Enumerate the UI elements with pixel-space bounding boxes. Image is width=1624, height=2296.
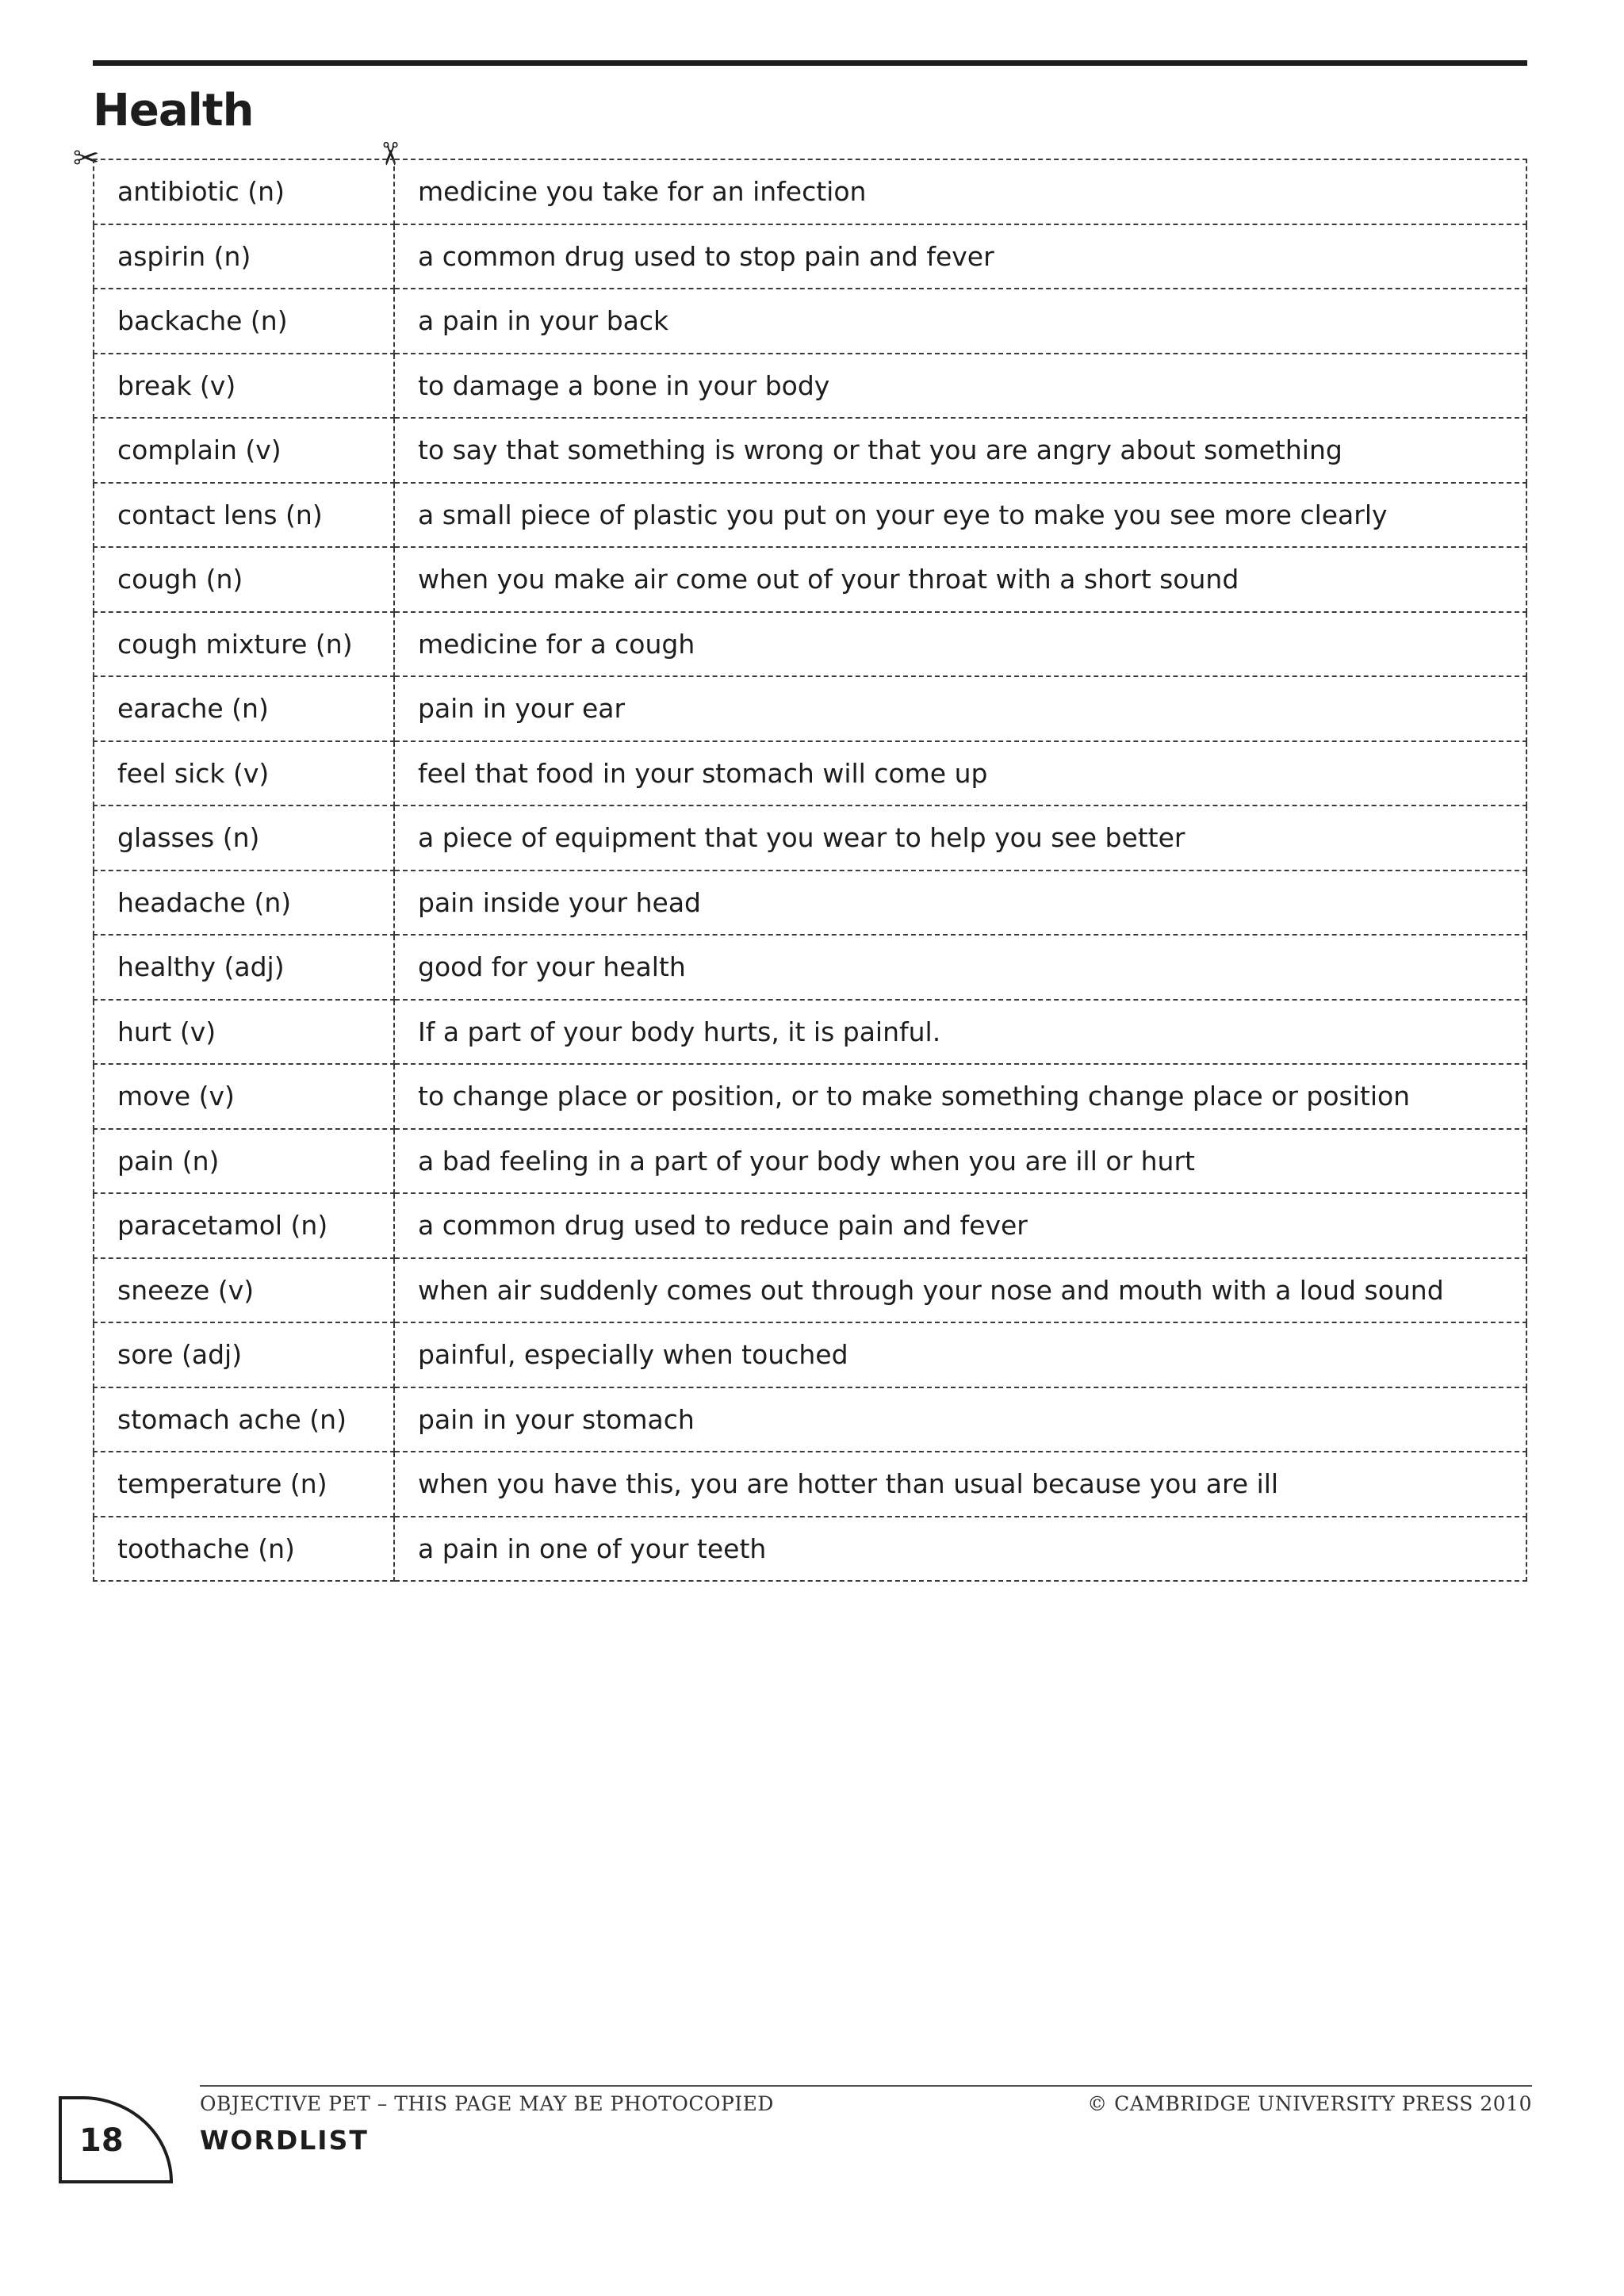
definition-cell: pain inside your head (394, 871, 1526, 936)
page-number: 18 (79, 2122, 124, 2159)
word-cell: glasses (n) (94, 806, 394, 871)
footer-copyright-notice: OBJECTIVE PET – THIS PAGE MAY BE PHOTOCOPIED (200, 2092, 774, 2115)
definition-cell: a pain in your back (394, 289, 1526, 354)
word-cell: break (v) (94, 354, 394, 419)
word-cell: aspirin (n) (94, 224, 394, 289)
table-row (94, 1322, 1526, 1387)
table-row (94, 1129, 1526, 1194)
table-row (94, 1452, 1526, 1517)
definition-cell: feel that food in your stomach will come up (394, 741, 1526, 806)
table-row (94, 1064, 1526, 1129)
scissors-icon: ✂ (370, 140, 408, 167)
table-row (94, 676, 1526, 741)
definition-cell: to change place or position, or to make something change place or position (394, 1064, 1526, 1129)
definition-cell: pain in your ear (394, 676, 1526, 741)
word-cell: hurt (v) (94, 1000, 394, 1065)
table-row (94, 871, 1526, 936)
word-cell: cough mixture (n) (94, 612, 394, 677)
table-row (94, 741, 1526, 806)
word-cell: headache (n) (94, 871, 394, 936)
definition-cell: to damage a bone in your body (394, 354, 1526, 419)
word-cell: earache (n) (94, 676, 394, 741)
table-row (94, 224, 1526, 289)
table-row (94, 354, 1526, 419)
table-row (94, 159, 1526, 224)
definition-cell: when you make air come out of your throat with a short sound (394, 547, 1526, 612)
scissors-icon: ✂ (73, 140, 100, 177)
definition-cell: a common drug used to stop pain and fever (394, 224, 1526, 289)
definition-cell: If a part of your body hurts, it is painful. (394, 1000, 1526, 1065)
table-row (94, 418, 1526, 483)
footer-publisher: © CAMBRIDGE UNIVERSITY PRESS 2010 (1087, 2092, 1532, 2115)
word-cell: healthy (adj) (94, 935, 394, 1000)
word-cell: cough (n) (94, 547, 394, 612)
table-row (94, 612, 1526, 677)
definition-cell: medicine you take for an infection (394, 159, 1526, 224)
word-cell: paracetamol (n) (94, 1193, 394, 1258)
word-cell: stomach ache (n) (94, 1387, 394, 1452)
footer-section-label: WORDLIST (200, 2125, 369, 2156)
table-row (94, 483, 1526, 548)
table-row (94, 806, 1526, 871)
wordlist-table (93, 159, 1527, 1582)
top-rule (93, 60, 1527, 66)
word-cell: feel sick (v) (94, 741, 394, 806)
wordlist-body (94, 159, 1526, 1581)
definition-cell: a piece of equipment that you wear to help you see better (394, 806, 1526, 871)
table-row (94, 1387, 1526, 1452)
word-cell: sneeze (v) (94, 1258, 394, 1323)
definition-cell: a small piece of plastic you put on your eye to make you see more clearly (394, 483, 1526, 548)
table-row (94, 1258, 1526, 1323)
word-cell: backache (n) (94, 289, 394, 354)
table-row (94, 547, 1526, 612)
definition-cell: a bad feeling in a part of your body when you are ill or hurt (394, 1129, 1526, 1194)
definition-cell: when you have this, you are hotter than usual because you are ill (394, 1452, 1526, 1517)
definition-cell: a common drug used to reduce pain and fever (394, 1193, 1526, 1258)
word-cell: toothache (n) (94, 1517, 394, 1582)
word-cell: contact lens (n) (94, 483, 394, 548)
word-cell: temperature (n) (94, 1452, 394, 1517)
definition-cell: a pain in one of your teeth (394, 1517, 1526, 1582)
word-cell: complain (v) (94, 418, 394, 483)
word-cell: pain (n) (94, 1129, 394, 1194)
definition-cell: pain in your stomach (394, 1387, 1526, 1452)
page-title: Health (93, 85, 254, 136)
definition-cell: good for your health (394, 935, 1526, 1000)
definition-cell: painful, especially when touched (394, 1322, 1526, 1387)
footer-rule (200, 2085, 1532, 2087)
definition-cell: to say that something is wrong or that you are angry about something (394, 418, 1526, 483)
word-cell: sore (adj) (94, 1322, 394, 1387)
word-cell: move (v) (94, 1064, 394, 1129)
word-cell: antibiotic (n) (94, 159, 394, 224)
definition-cell: medicine for a cough (394, 612, 1526, 677)
table-row (94, 1000, 1526, 1065)
table-row (94, 1193, 1526, 1258)
table-row (94, 935, 1526, 1000)
table-row (94, 289, 1526, 354)
table-row (94, 1517, 1526, 1582)
definition-cell: when air suddenly comes out through your nose and mouth with a loud sound (394, 1258, 1526, 1323)
